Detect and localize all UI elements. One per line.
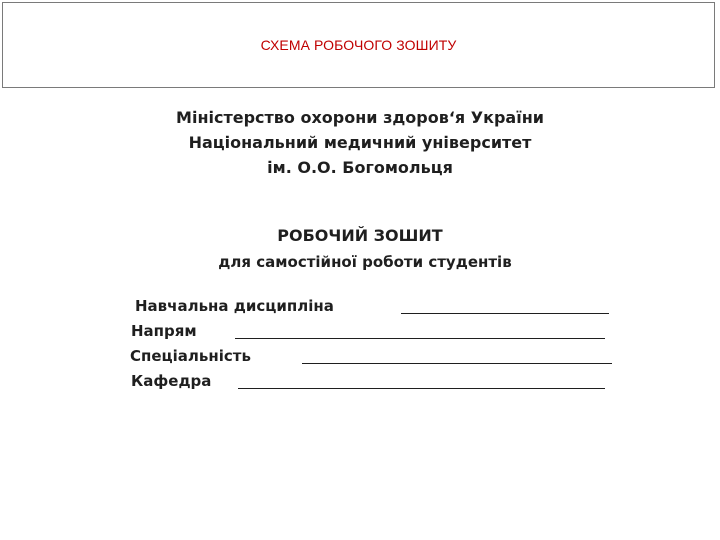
specialty-field xyxy=(130,346,251,366)
discipline-blank-line xyxy=(401,313,609,314)
direction-field xyxy=(131,321,197,341)
discipline-field xyxy=(135,296,334,316)
specialty-label: Спеціальність xyxy=(130,347,251,365)
department-blank-line xyxy=(238,388,605,389)
workbook-title: РОБОЧИЙ ЗОШИТ xyxy=(277,226,443,245)
specialty-blank-line xyxy=(302,363,612,364)
organization-block xyxy=(0,105,720,180)
direction-label: Напрям xyxy=(131,322,197,340)
ministry-name: Міністерство охорони здоров‘я України xyxy=(176,108,544,127)
department-field xyxy=(131,371,211,391)
workbook-subtitle: для самостійної роботи студентів xyxy=(218,253,512,271)
discipline-label: Навчальна дисципліна xyxy=(135,297,334,315)
university-named-after: ім. О.О. Богомольця xyxy=(267,158,453,177)
department-label: Кафедра xyxy=(131,372,212,390)
direction-blank-line xyxy=(235,338,605,339)
slide-title: СХЕМА РОБОЧОГО ЗОШИТУ xyxy=(260,37,457,53)
title-box xyxy=(2,2,715,88)
university-name: Національний медичний університет xyxy=(188,133,532,152)
